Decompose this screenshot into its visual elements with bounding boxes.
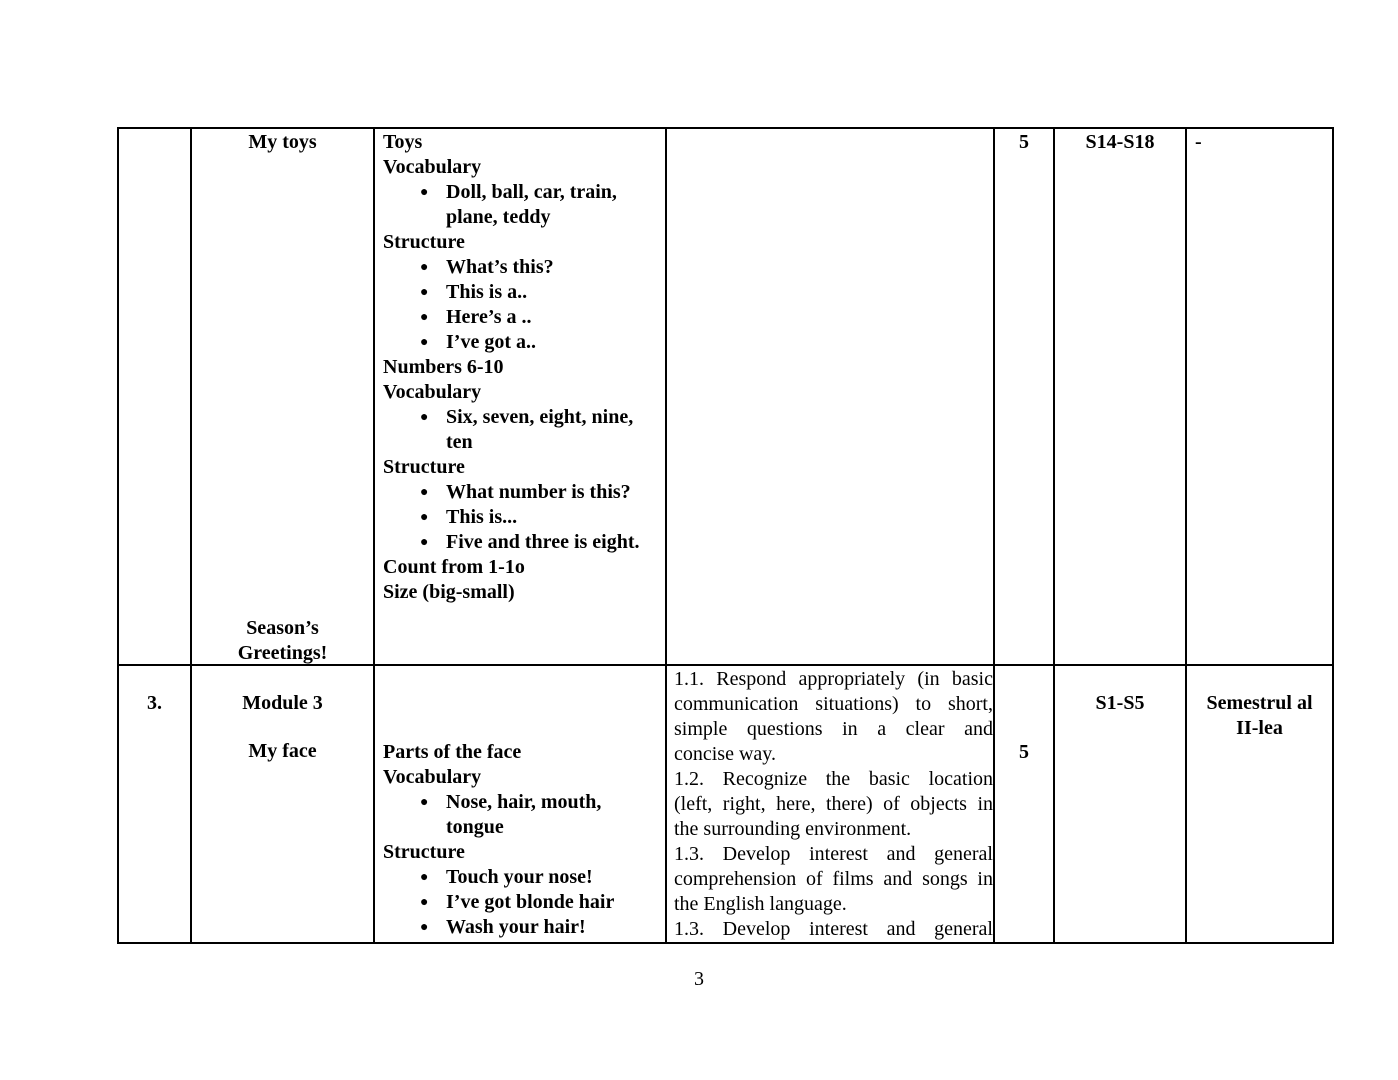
bullet-list [383, 180, 657, 230]
section-heading: Toys [383, 131, 423, 153]
list-item: ● Six, seven, eight, nine, ten [420, 405, 657, 455]
content-cell [374, 128, 666, 665]
section-heading: Vocabulary [383, 381, 482, 403]
competence-line: concise way. [674, 743, 776, 765]
section-heading: Numbers 6-10 [383, 356, 504, 378]
section-heading: Structure [383, 841, 465, 863]
table-row [118, 128, 1333, 665]
content-list [383, 130, 657, 605]
list-item: ● Five and three is eight. [420, 530, 657, 555]
semester-value: Semestrul al II-lea [1206, 692, 1313, 739]
weeks-cell [1054, 665, 1186, 943]
hours-value: 5 [1019, 741, 1029, 763]
weeks-value: S1-S5 [1095, 692, 1145, 714]
semester-value: - [1195, 131, 1202, 153]
list-item: ● I’ve got blonde hair [420, 890, 657, 915]
content-list [383, 740, 657, 940]
unit-cell [191, 128, 374, 665]
competence-line: 1.1. Respond appropriately (in basic [674, 668, 993, 690]
section-heading: Vocabulary [383, 766, 482, 788]
competence-line: 1.3. Develop interest and general [674, 843, 993, 865]
competence-line: simple questions in a clear and [674, 718, 993, 740]
competence-line: the surrounding environment. [674, 818, 912, 840]
list-item: ● This is a.. [420, 280, 657, 305]
weeks-cell [1054, 128, 1186, 665]
section-heading: Count from 1-1o [383, 556, 525, 578]
section-heading: Size (big-small) [383, 581, 515, 603]
competence-line: communication situations) to short, [674, 693, 993, 715]
competences-cell [666, 665, 994, 943]
hours-cell [994, 665, 1054, 943]
list-item: ● What’s this? [420, 255, 657, 280]
list-item: ● I’ve got a.. [420, 330, 657, 355]
section-heading: Parts of the face [383, 741, 522, 763]
list-item: ● Nose, hair, mouth, tongue [420, 790, 657, 840]
competence-line: 1.2. Recognize the basic location [674, 768, 993, 790]
content-cell [374, 665, 666, 943]
competence-line: the English language. [674, 893, 847, 915]
hours-value: 5 [1019, 131, 1029, 153]
semester-cell [1186, 665, 1333, 943]
bullet-list [383, 790, 657, 840]
module-title: Module 3 [242, 692, 323, 714]
bullet-list [383, 480, 657, 555]
competence-line: 1.3. Develop interest and general [674, 918, 993, 940]
unit-extra: Season’s Greetings! [237, 617, 328, 664]
row-number-cell [118, 128, 191, 665]
competences-cell [666, 128, 994, 665]
row-number-cell [118, 665, 191, 943]
bullet-list [383, 405, 657, 455]
competences-list [674, 667, 993, 942]
section-heading: Structure [383, 456, 465, 478]
weeks-value: S14-S18 [1085, 131, 1155, 153]
list-item: ● This is... [420, 505, 657, 530]
bullet-list [383, 865, 657, 940]
unit-title: My toys [248, 131, 317, 153]
unit-cell [191, 665, 374, 943]
list-item: ● What number is this? [420, 480, 657, 505]
hours-cell [994, 128, 1054, 665]
table-row [118, 665, 1333, 943]
list-item: ● Here’s a .. [420, 305, 657, 330]
row-number: 3. [147, 692, 162, 714]
competence-line: comprehension of films and songs in [674, 868, 993, 890]
competence-line: (left, right, here, there) of objects in [674, 793, 993, 815]
semester-cell [1186, 128, 1333, 665]
unit-title: My face [248, 740, 317, 762]
list-item: ● Wash your hair! [420, 915, 657, 940]
list-item: ● Touch your nose! [420, 865, 657, 890]
section-heading: Vocabulary [383, 156, 482, 178]
bullet-list [383, 255, 657, 355]
page-number: 3 [694, 968, 704, 990]
list-item: ● Doll, ball, car, train, plane, teddy [420, 180, 657, 230]
curriculum-table [117, 127, 1334, 944]
section-heading: Structure [383, 231, 465, 253]
